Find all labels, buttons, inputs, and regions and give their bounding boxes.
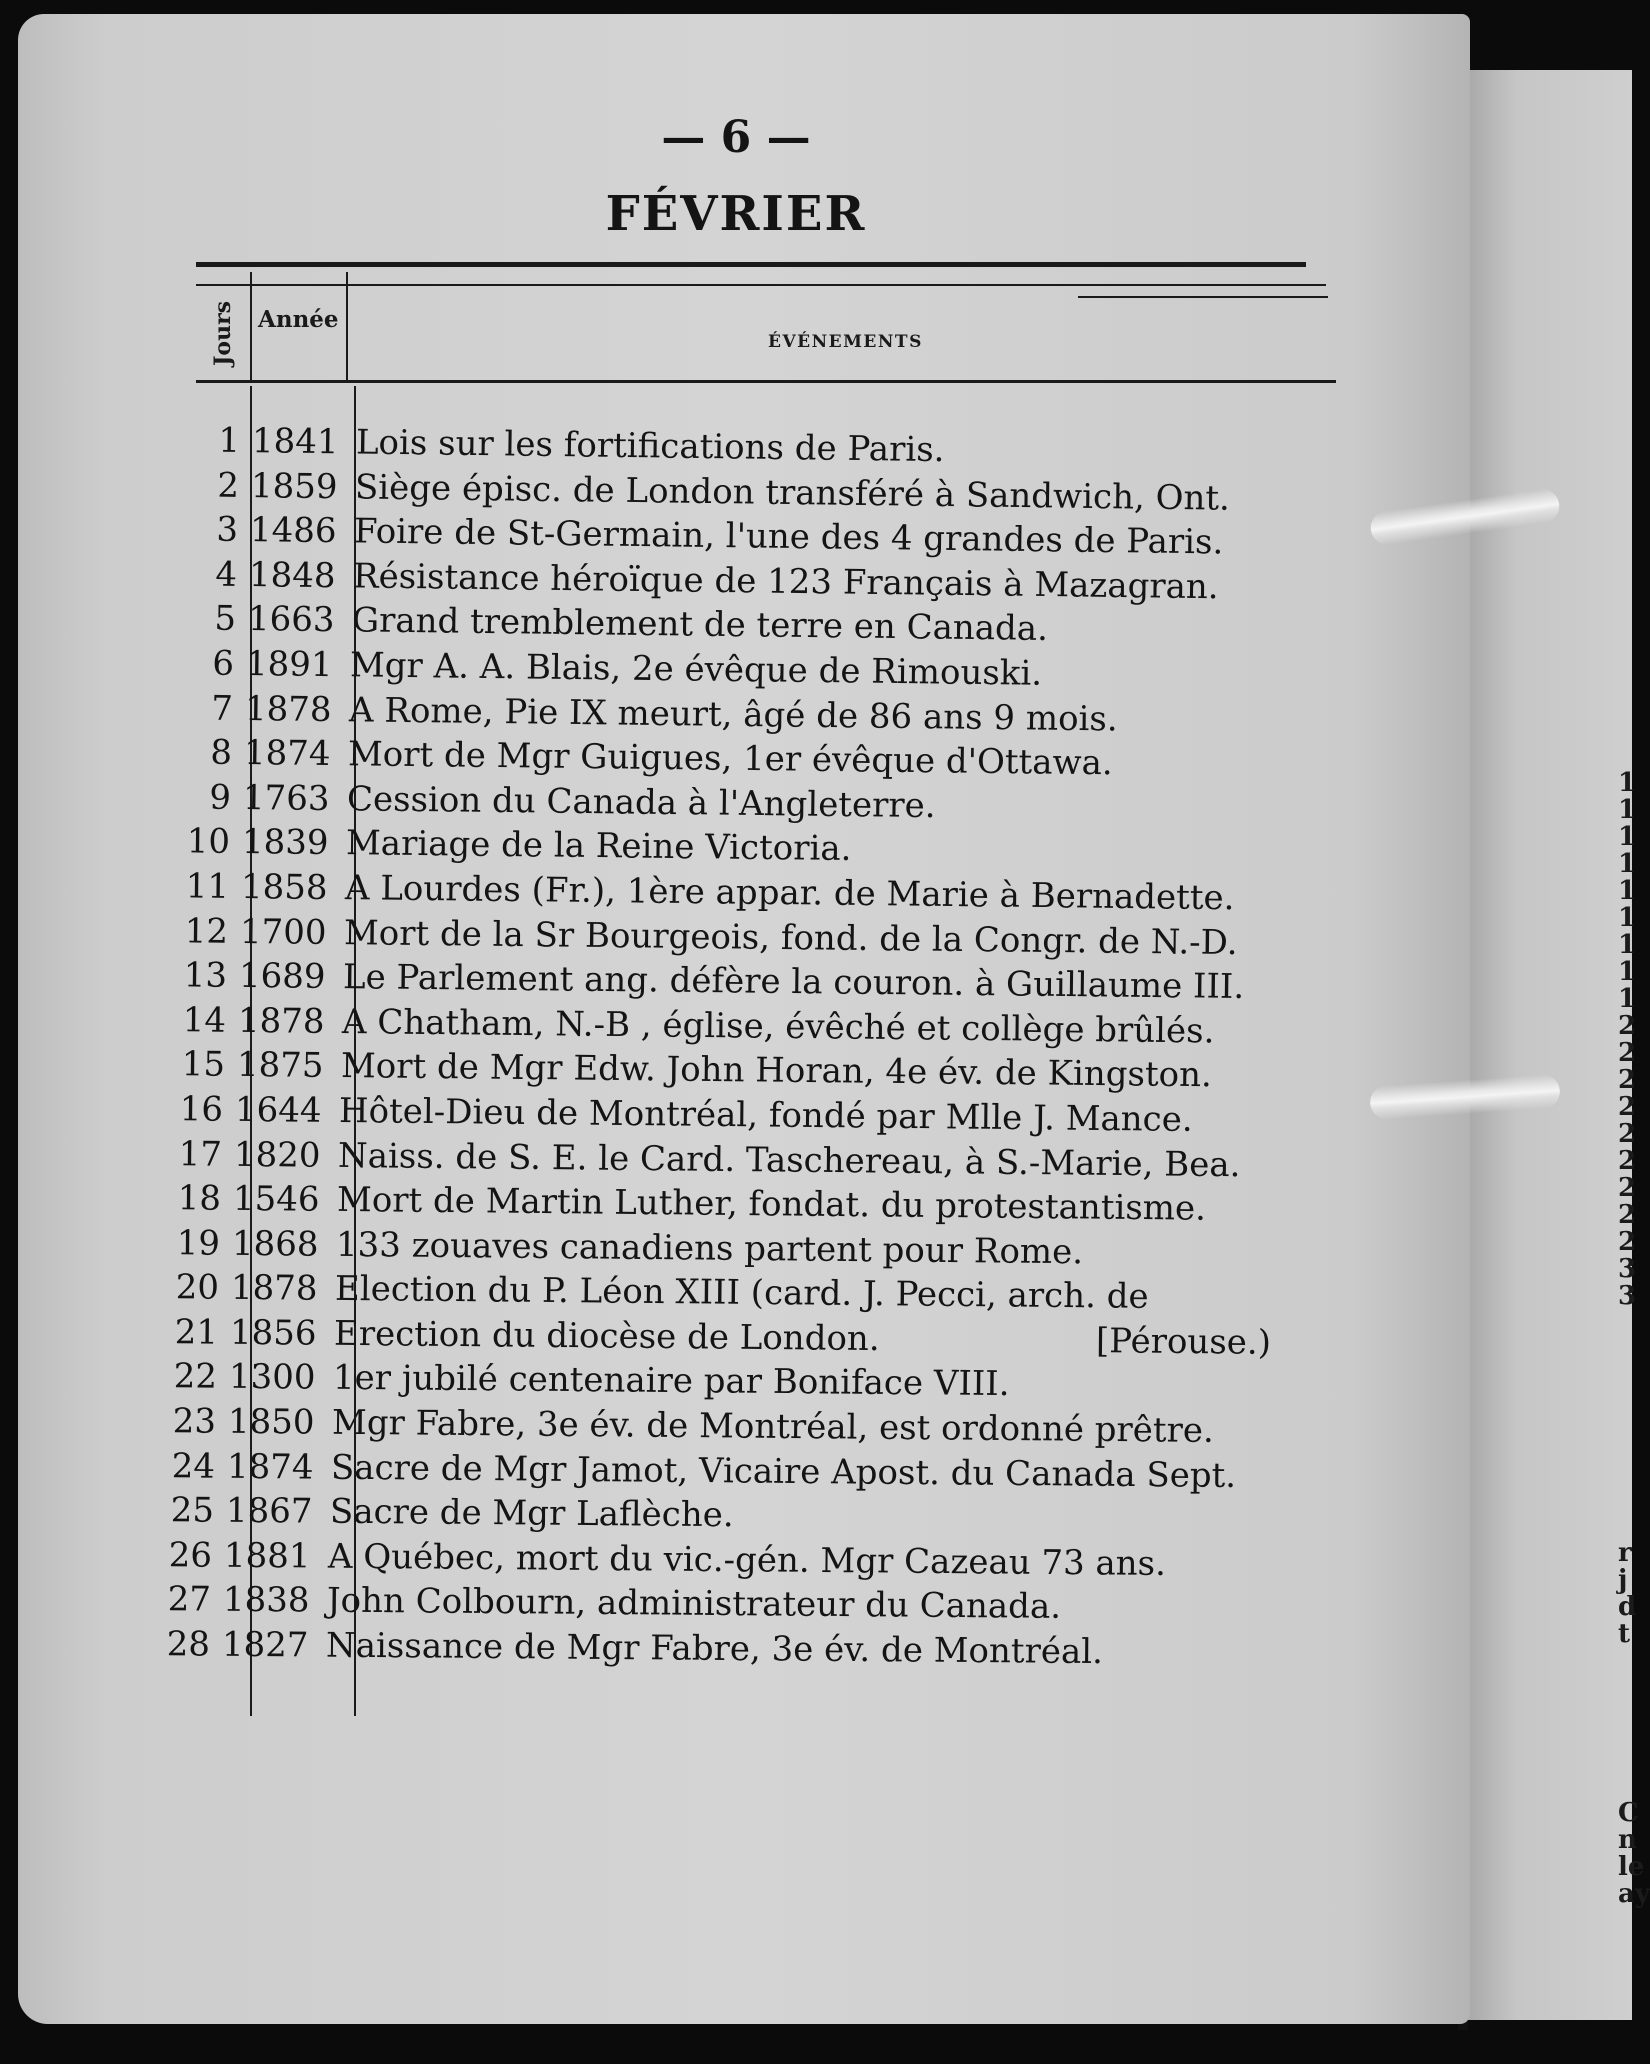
row-year: 1841 — [251, 421, 339, 463]
row-day: 10 — [186, 821, 231, 863]
column-header-evenements: ÉVÉNEMENTS — [768, 332, 923, 352]
row-event: Election du P. Léon XIII (card. J. Pecci, arch. de — [334, 1269, 1149, 1318]
row-year: 1848 — [248, 554, 336, 596]
row-day: 19 — [176, 1222, 221, 1264]
header-rule-thin-extra — [1078, 296, 1328, 298]
row-event: A Québec, mort du vic.-gén. Mgr Cazeau 73 ans. — [327, 1536, 1167, 1584]
column-divider-header-2 — [346, 272, 348, 382]
row-event: Mort de Mgr Guigues, 1er évêque d'Ottawa. — [347, 734, 1113, 784]
header-rule-thin — [196, 284, 1326, 286]
row-year: 1881 — [223, 1535, 311, 1577]
row-day: 18 — [177, 1178, 222, 1219]
almanac-page — [18, 14, 1470, 2024]
row-event: Mort de la Sr Bourgeois, fond. de la Congr. de N.-D. — [343, 912, 1238, 963]
row-event: Naiss. de S. E. le Card. Taschereau, à S.-Marie, Bea. — [337, 1135, 1241, 1185]
column-header-annee: Année — [258, 306, 339, 333]
row-day: 25 — [170, 1490, 215, 1531]
row-event: Mgr A. A. Blais, 2e évêque de Rimouski. — [349, 645, 1043, 694]
row-day: 2 — [217, 465, 240, 506]
row-event: Mort de Martin Luther, fondat. du protestantisme. — [336, 1179, 1207, 1229]
row-day: 22 — [173, 1356, 218, 1398]
row-event: A Lourdes (Fr.), 1ère appar. de Marie à Bernadette. — [344, 868, 1235, 919]
row-year: 1867 — [225, 1490, 313, 1532]
row-event: Sacre de Mgr Laflèche. — [329, 1491, 734, 1536]
row-year: 1858 — [240, 866, 328, 908]
column-header-jours: Jours — [210, 300, 236, 366]
row-year: 1850 — [227, 1401, 315, 1443]
row-day: 23 — [172, 1401, 217, 1442]
row-year: 1875 — [236, 1045, 324, 1087]
row-year: 1689 — [238, 956, 326, 997]
row-year: 1820 — [233, 1134, 321, 1176]
row-event: A Chatham, N.-B , église, évêché et collège brûlés. — [341, 1001, 1215, 1052]
row-year: 1878 — [230, 1268, 318, 1309]
row-event: A Rome, Pie IX meurt, âgé de 86 ans 9 mois. — [348, 689, 1118, 740]
row-event: Mgr Fabre, 3e év. de Montréal, est ordonné prêtre. — [331, 1402, 1214, 1451]
row-year: 1856 — [229, 1312, 317, 1354]
row-day: 28 — [166, 1624, 211, 1665]
row-year: 1663 — [247, 599, 335, 641]
row-day: 12 — [184, 910, 229, 952]
row-event: Sacre de Mgr Jamot, Vicaire Apost. du Canada Sept. — [330, 1447, 1237, 1496]
facing-page-fragment-top: 1 1 1 1 1 1 1 1 1 2 2 2 2 2 2 2 2 2 3 3 — [1618, 768, 1637, 1311]
row-year: 1874 — [243, 733, 331, 775]
table-row — [138, 1622, 1318, 1676]
row-day: 27 — [167, 1579, 212, 1621]
month-title: FÉVRIER — [605, 186, 867, 242]
row-event: John Colbourn, administrateur du Canada. — [326, 1581, 1062, 1628]
row-day: 1 — [218, 420, 241, 461]
row-event: Résistance héroïque de 123 Français à Mazagran. — [352, 556, 1219, 608]
row-year: 1859 — [250, 465, 338, 507]
row-event: Mariage de la Reine Victoria. — [345, 823, 852, 870]
row-year: 1838 — [222, 1580, 310, 1621]
row-day: 4 — [215, 554, 238, 595]
row-day: 15 — [181, 1044, 226, 1086]
row-year: 1891 — [245, 643, 333, 686]
row-year: 1546 — [232, 1178, 320, 1220]
row-day: 3 — [216, 509, 239, 551]
events-table — [166, 418, 1348, 1673]
row-event: 1er jubilé centenaire par Boniface VIII. — [332, 1358, 1010, 1405]
header-rule-bottom — [196, 380, 1336, 383]
row-day: 24 — [171, 1445, 216, 1487]
row-day: 6 — [212, 643, 235, 684]
row-day: 7 — [211, 688, 234, 729]
row-day: 11 — [185, 866, 230, 907]
facing-page-fragment-mid: r j d t — [1618, 1538, 1637, 1649]
row-day: 14 — [182, 1000, 227, 1041]
column-divider-header-1 — [250, 272, 252, 382]
row-event: Cession du Canada à l'Angleterre. — [346, 778, 936, 826]
row-year: 1763 — [242, 777, 330, 819]
row-year: 1874 — [226, 1446, 314, 1488]
row-day: 16 — [179, 1089, 224, 1130]
row-year: 1300 — [228, 1357, 316, 1399]
row-event: Erection du diocèse de London. — [333, 1313, 880, 1359]
row-event: Foire de St-Germain, l'une des 4 grandes de Paris. — [353, 511, 1224, 563]
row-day: 17 — [178, 1133, 223, 1175]
row-day: 21 — [174, 1312, 219, 1353]
facing-page — [1468, 70, 1632, 2020]
row-year: 1868 — [231, 1223, 319, 1265]
row-event: Grand tremblement de terre en Canada. — [351, 600, 1049, 650]
row-event: Le Parlement ang. défère la couron. à Guillaume III. — [342, 957, 1245, 1008]
row-year: 1878 — [244, 688, 332, 730]
row-year: 1700 — [239, 911, 327, 953]
row-event: Naissance de Mgr Fabre, 3e év. de Montréal. — [325, 1625, 1104, 1673]
row-year: 1827 — [221, 1624, 309, 1666]
row-day: 26 — [168, 1535, 213, 1576]
row-day: 13 — [183, 955, 228, 996]
row-day: 8 — [210, 732, 233, 774]
row-event: Hôtel-Dieu de Montréal, fondé par Mlle J. Mance. — [338, 1090, 1193, 1140]
row-year: 1486 — [249, 510, 337, 552]
facing-page-fragment-bottom: C n le ay — [1618, 1798, 1650, 1909]
row-event-continuation: [Pérouse.) — [1095, 1320, 1272, 1363]
row-year: 1878 — [237, 1000, 325, 1042]
row-day: 5 — [214, 599, 237, 640]
row-event: Lois sur les fortifications de Paris. — [355, 422, 945, 471]
page-number: — 6 — — [661, 112, 811, 163]
row-day: 9 — [209, 777, 232, 818]
row-day: 20 — [175, 1267, 220, 1308]
header-rule-thick — [196, 262, 1306, 267]
row-event: Siège épisc. de London transféré à Sandwich, Ont. — [354, 467, 1231, 519]
row-year: 1644 — [234, 1089, 322, 1131]
row-year: 1839 — [241, 822, 329, 864]
row-event: Mort de Mgr Edw. John Horan, 4e év. de Kingston. — [340, 1046, 1213, 1096]
row-event: 133 zouaves canadiens partent pour Rome. — [335, 1224, 1084, 1272]
